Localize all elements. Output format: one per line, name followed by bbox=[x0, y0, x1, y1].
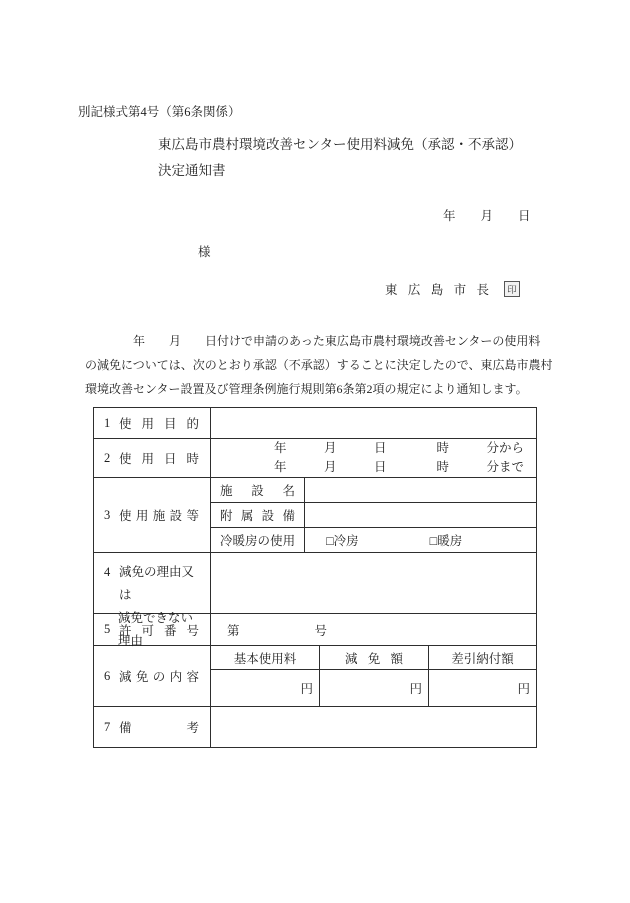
row-label-text: 使 用 日 時 bbox=[119, 452, 199, 466]
table-row-permit-number bbox=[94, 614, 536, 646]
facility-name-label: 施 設 名 bbox=[220, 484, 295, 498]
heating-checkbox[interactable]: □暖房 bbox=[429, 534, 463, 548]
datetime-from-placeholder: 年 月 日 時 分から bbox=[274, 441, 525, 455]
row-number: 7 bbox=[104, 719, 111, 734]
issuer-line bbox=[385, 280, 520, 298]
hvac-row bbox=[211, 528, 536, 552]
permit-number-field bbox=[211, 614, 536, 645]
hvac-label: 冷 暖 房 の 使 用 bbox=[220, 534, 296, 548]
row-label-line-2: 減免できない理由 bbox=[118, 611, 194, 648]
row-number: 5 bbox=[104, 622, 111, 636]
attached-equipment-label-cell bbox=[211, 503, 305, 527]
row-label-remarks bbox=[94, 707, 211, 747]
title-line-1: 東広島市農村環境改善センター使用料減免（承認・不承認） bbox=[158, 137, 522, 152]
body-line: の減免については、次のとおり承認（不承認）することに決定したので、東広島市農村 bbox=[85, 358, 553, 372]
row-number: 6 bbox=[104, 668, 111, 683]
remarks-field bbox=[211, 707, 536, 747]
table-row-facilities bbox=[94, 478, 536, 553]
row-number: 2 bbox=[104, 450, 111, 465]
attached-equipment-field bbox=[305, 503, 536, 527]
base-fee-header: 基本使用料 bbox=[233, 651, 297, 666]
body-line: 環境改善センター設置及び管理条例施行規則第6条第2項の規定により通知します。 bbox=[85, 382, 528, 396]
base-fee-field bbox=[211, 670, 320, 706]
facilities-subtable bbox=[211, 478, 536, 552]
datetime-to-placeholder: 年 月 日 時 分まで bbox=[274, 460, 525, 474]
issue-date-placeholder: 年 月 日 bbox=[443, 209, 531, 223]
yen-unit: 円 bbox=[409, 682, 422, 696]
body-paragraph bbox=[85, 329, 555, 401]
net-payment-header: 差引納付額 bbox=[451, 651, 514, 666]
reduction-amount-header: 減 免 額 bbox=[345, 651, 403, 666]
table-row-usage-purpose bbox=[94, 408, 536, 439]
row-label-text: 許 可 番 号 bbox=[119, 623, 199, 638]
reduction-reason-field bbox=[211, 553, 536, 613]
fee-header-row bbox=[211, 646, 536, 670]
form-table bbox=[93, 407, 537, 748]
usage-purpose-field bbox=[211, 408, 536, 438]
fee-value-row bbox=[211, 670, 536, 706]
official-seal-icon: 印 bbox=[504, 281, 520, 297]
table-row-reduction-details bbox=[94, 646, 536, 707]
row-label-line-1: 減免の理由又は bbox=[119, 565, 195, 602]
cooling-checkbox[interactable]: □冷房 bbox=[326, 534, 359, 548]
facility-name-label-cell bbox=[211, 478, 305, 502]
body-line: 年 月 日付けで申請のあった東広島市農村環境改善センターの使用料 bbox=[85, 334, 541, 348]
base-fee-header-cell bbox=[211, 646, 320, 669]
table-row-usage-datetime bbox=[94, 439, 536, 478]
row-label-usage-datetime bbox=[94, 439, 211, 477]
reduction-amount-header-cell bbox=[320, 646, 429, 669]
yen-unit: 円 bbox=[517, 682, 530, 696]
net-payment-field bbox=[429, 670, 536, 706]
permit-number-placeholder: 第 号 bbox=[227, 623, 328, 638]
form-number: 別記様式第4号（第6条関係） bbox=[78, 105, 241, 119]
yen-unit: 円 bbox=[300, 682, 313, 696]
row-number: 1 bbox=[104, 415, 111, 430]
row-label-text: 減 免 の 内 容 bbox=[119, 670, 199, 684]
row-number: 4 bbox=[104, 565, 111, 579]
reduction-amount-field bbox=[320, 670, 429, 706]
title-line-2: 決定通知書 bbox=[158, 163, 226, 178]
fee-subtable bbox=[211, 646, 536, 706]
issuer-title: 東 広 島 市 長 bbox=[385, 283, 489, 297]
usage-datetime-field bbox=[211, 439, 536, 477]
hvac-options bbox=[305, 528, 536, 552]
document-title bbox=[158, 132, 522, 184]
row-label-permit-number bbox=[94, 614, 211, 645]
facility-name-field bbox=[305, 478, 536, 502]
row-label-usage-purpose bbox=[94, 408, 211, 438]
net-payment-header-cell bbox=[429, 646, 536, 669]
attached-equipment-row bbox=[211, 503, 536, 528]
row-label-text: 使 用 施 設 等 bbox=[119, 509, 199, 523]
table-row-remarks bbox=[94, 707, 536, 747]
row-label-reduction-details bbox=[94, 646, 211, 706]
row-label-text: 使 用 目 的 bbox=[119, 417, 199, 431]
row-number: 3 bbox=[104, 507, 111, 522]
hvac-label-cell bbox=[211, 528, 305, 552]
facility-name-row bbox=[211, 478, 536, 503]
row-label-facilities bbox=[94, 478, 211, 552]
row-label-text: 備 考 bbox=[119, 721, 199, 735]
addressee-suffix: 様 bbox=[198, 245, 211, 259]
attached-equipment-label: 附 属 設 備 bbox=[220, 509, 295, 523]
